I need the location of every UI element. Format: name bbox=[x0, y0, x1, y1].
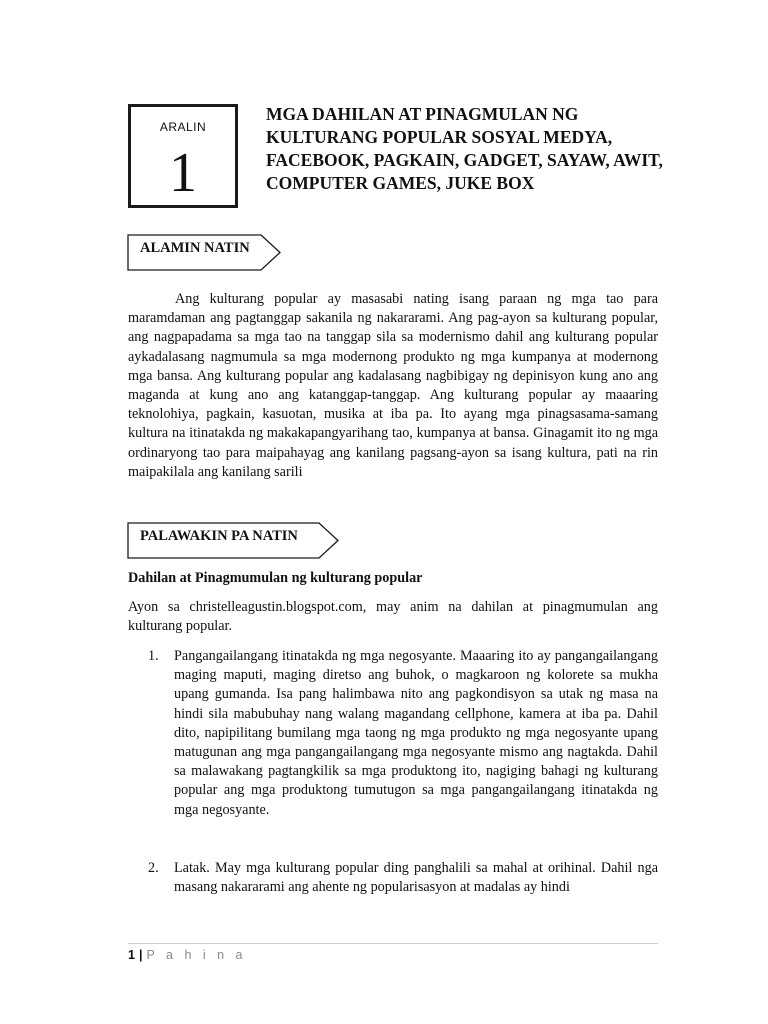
lesson-number: 1 bbox=[169, 142, 197, 204]
list-item-text: Pangangailangang itinatakda ng mga negosyante. Maaaring ito ay pangangailangang maging maputi, maging diretso ang buhok, o magkaroon ng kolorete sa mukha upang gumanda. Isa pang halimbawa nito ang pagkondisyon sa utak ng masa na hindi sila mabubuhay nang walang magandang cellphone, kamera at iba pa. Dahil dito, napipilitang bumilang mga taong ng mga produkto ng mga negosyante upang matugunan ang mga pangangailangang mga negosyante mismo ang nagtakda. Dahil sa malawakang pagtangkilik sa mga produktong ito, nagiging bahagi ng kulturang popular ang mga produktong tumutugon sa mga pangangailangang itinatakda ng mga negosyante. bbox=[174, 648, 658, 818]
intro-paragraph: Ang kulturang popular ay masasabi nating isang paraan ng mga tao para maramdaman ang pagtanggap sakanila ng nakararami. Ang pag-ayon sa kulturang popular, ang nagpapadama sa mga tao na tanggap sila sa modernismo dahil ang kulturang popular aykadalasang nagmumula sa mga modernong produkto ng mga kumpanya at modernong mga bansa. Ang kulturang popular ang kadalasang nagbibigay ng depinisyon kung ano ang maganda at kung ano ang katanggap-tanggap. Ang kulturang popular ay maaaring teknolohiya, pagkain, kasuotan, musika at iba pa. Ito ayang mga pinagsasama-samang kultura na itinatakda ng makakapangyarihang tao, kumpanya at bansa. Ginagamit ito ng mga ordinaryong tao para maipahayag ang kanilang pagsang-ayon sa isang kultura, pati na rin maipakilala ang kanilang sarili bbox=[128, 291, 658, 480]
list-item-number: 1. bbox=[148, 648, 159, 664]
section-tag-palawakin bbox=[127, 522, 339, 560]
lesson-number-box bbox=[128, 104, 238, 208]
list-item-text: Latak. May mga kulturang popular ding panghalili sa mahal at orihinal. Dahil nga masang nakararami ang ahente ng popularisasyon at madalas ay hindi bbox=[174, 860, 658, 896]
page-number: 1 bbox=[128, 948, 135, 962]
section-tag-alamin bbox=[127, 234, 281, 272]
list-item-number: 2. bbox=[148, 860, 159, 876]
lesson-title: MGA DAHILAN AT PINAGMULAN NG KULTURANG POPULAR SOSYAL MEDYA, FACEBOOK, PAGKAIN, GADGET, SAYAW, AWIT, COMPUTER GAMES, JUKE BOX bbox=[266, 104, 663, 193]
section-heading-alamin: ALAMIN NATIN bbox=[140, 240, 250, 256]
lesson-label: ARALIN bbox=[159, 120, 207, 134]
subheading: Dahilan at Pinagmumulan ng kulturang popular bbox=[128, 570, 423, 586]
page-word: P a h i n a bbox=[146, 948, 247, 962]
footer-divider bbox=[128, 943, 658, 944]
page-footer bbox=[128, 948, 247, 962]
section-heading-palawakin: PALAWAKIN PA NATIN bbox=[140, 528, 298, 544]
lead-paragraph: Ayon sa christelleagustin.blogspot.com, may anim na dahilan at pinagmumulan ang kulturang popular. bbox=[128, 599, 658, 635]
footer-separator: | bbox=[138, 948, 143, 962]
